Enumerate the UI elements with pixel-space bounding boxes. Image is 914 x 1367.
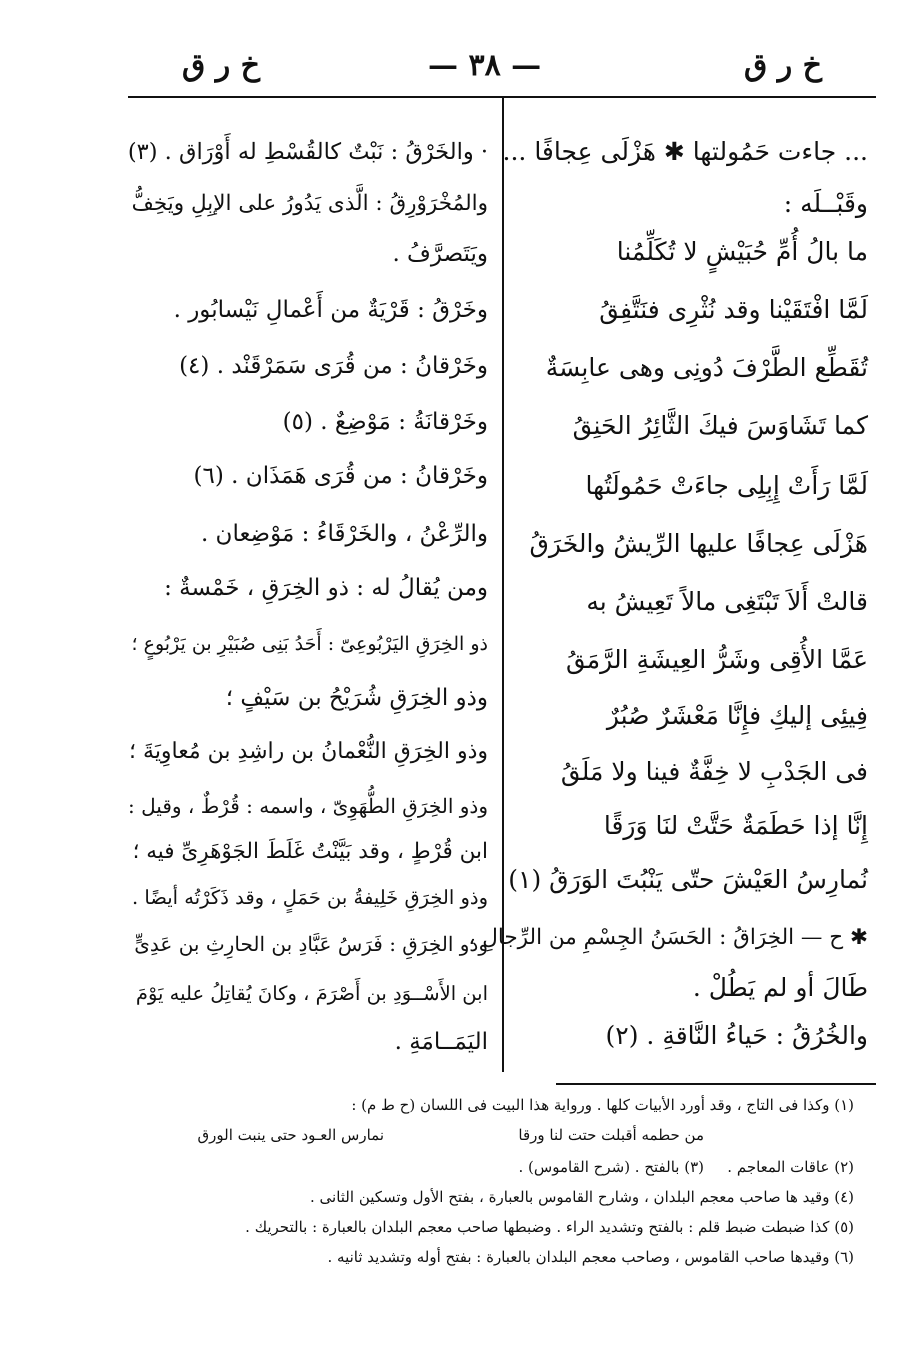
text-line: وقَبْــلَه : [783,189,868,218]
verse-line: نُمارِسُ العَيْشَ حتّى يَنْبُتَ الوَرَقُ (١) [508,865,868,894]
header-root-right: خ ر ق [743,48,822,83]
entry-line: طَالَ أو لم يَطُلْ . [692,973,868,1002]
entry-line: ابن قُرْطٍ ، وقد بَيَّنْتُ غَلَطَ الجَوْهَرِىِّ فيه ؛ [132,839,488,864]
entry-line: والرِّعْنُ ، والخَرْقَاءُ : مَوْضِعان . [200,521,488,547]
entry-line: وذو الخِرَقِ : فَرَسُ عَبَّادِ بن الحارِثِ بن عَدِىٍّ [134,932,488,956]
verse-line: لَمَّا افْتَقَيْنا وقد نُثْرِى فنَتَّفِقُ [599,295,868,324]
footnote-6: (٦) وقيدها صاحب القاموس ، وصاحب معجم البلدان بالعبارة : بفتح أوله وتشديد ثانيه . [327,1248,854,1266]
entry-line: وخَرْقُ : قَرْيَةٌ من أَعْمالِ نَيْسابُور . [173,297,488,323]
verse-line: هَزْلَى عِجافًا عليها الرِّيشُ والخَرَقُ [529,529,868,558]
entry-line: وخَرْقانَةُ : مَوْضِعٌ . (٥) [282,409,488,435]
entry-line: وذو الخِرَقِ شُرَيْحُ بن سَيْفٍ ؛ [225,685,488,711]
entry-line: وخَرْقانُ : من قُرَى سَمَرْقَنْد . (٤) [179,353,488,379]
footnote-1: (١) وكذا فى التاج ، وقد أورد الأبيات كلها . ورواية هذا البيت فى اللسان (ح ط م) : [351,1096,854,1114]
entry-line: ✱ ح — الخِرَاقُ : الحَسَنُ الجِسْمِ من الرِّجالِ ، [468,925,868,950]
footnote-3: (٣) بالفتح . (شرح القاموس) . [518,1158,704,1176]
footnote-2: (٢) عاقات المعاجم . [727,1158,854,1176]
verse-line: كما تَشَاوَسَ فيكَ الثَّائِرُ الحَنِقُ [572,411,868,440]
entry-line: ذو الخِرَقِ اليَرْبُوعِىّ : أَحَدُ بَنِى صُبَيْرِ بن يَرْبُوعٍ ؛ [131,633,488,655]
entry-line: ومن يُقالُ له : ذو الخِرَقِ ، خَمْسةٌ : [164,575,488,601]
footnote-4: (٤) وقيد ها صاحب معجم البلدان ، وشارح القاموس بالعبارة ، بفتح الأول وتسكين الثانى . [310,1188,854,1206]
footnote-1-verse-b: نمارس العـود حتى ينبت الورق [197,1126,384,1144]
entry-line: والخُرُقُ : حَياءُ النَّاقةِ . (٢) [605,1021,868,1050]
verse-line: عَمَّا الأُقِى وشَرُّ العِيشَةِ الرَّمَقُ [565,645,868,674]
footnote-rule [556,1083,876,1085]
page-number: — ٣٨ — [428,48,542,83]
entry-line: اليَمَــامَةِ . [394,1029,488,1055]
entry-line: ويَتَصرَّفُ . [392,241,488,267]
entry-line: والمُخْرَوْرِقُ : الَّذى يَدُورُ على الإبِلِ ويَخِفُّ [131,191,488,216]
entry-line: وذو الخِرَقِ النُّعْمانُ بن راشِدِ بن مُعاوِيَةَ ؛ [129,739,488,764]
verse-line: فى الجَدْبِ لا خِفَّةٌ فينا ولا مَلَقُ [560,757,868,786]
entry-line: وذو الخِرَقِ الطُّهَوِىّ ، واسمه : قُرْطٌ ، وقيل : [128,794,488,818]
verse-line: قالتْ أَلاَ تَبْتَغِى مالاً تَعِيشُ به [586,587,868,616]
page-header [0,48,914,88]
verse-line: فِيئِى إليكِ فإِنَّا مَعْشَرٌ صُبُرٌ [606,701,868,730]
entry-line: ابن الأَسْــوَدِ بن أَصْرَمَ ، وكانَ يُقاتِلُ عليه يَوْمَ [135,982,488,1005]
verse-line: تُقَطِّع الطَّرْفَ دُونِى وهى عابِسَةٌ [545,353,868,382]
verse-line: لَمَّا رَأَتْ إِبِلِى جاءَتْ حَمُولَتُها [585,471,868,500]
footnote-1-verse-a: من حطمه أقبلت حتت لنا ورقا [518,1126,704,1144]
text-line: ... جاءت حَمُولتها ✱ هَزْلَى عِجافًا ... [502,137,868,166]
entry-line: وخَرْقانُ : من قُرَى هَمَذَان . (٦) [193,463,488,489]
verse-line: ما بالُ أُمِّ حُبَيْشٍ لا تُكَلِّمُنا [616,237,868,266]
entry-line: · والخَرْقُ : نَبْتٌ كالقُسْطِ له أَوْرَاق . (٣) [127,139,488,165]
entry-line: وذو الخِرَقِ خَلِيفةُ بن حَمَلٍ ، وقد ذَكَرْتُه أيضًا . [132,886,488,909]
header-root-left: خ ر ق [182,48,261,83]
footnote-5: (٥) كذا ضبطت ضبط قلم : بالفتح وتشديد الراء . وضبطها صاحب معجم البلدان بالعبارة : بالتحريك . [245,1218,854,1236]
verse-line: إِنَّا إذا حَطَمَةٌ حَتَّتْ لنَا وَرَقًا [603,811,868,840]
